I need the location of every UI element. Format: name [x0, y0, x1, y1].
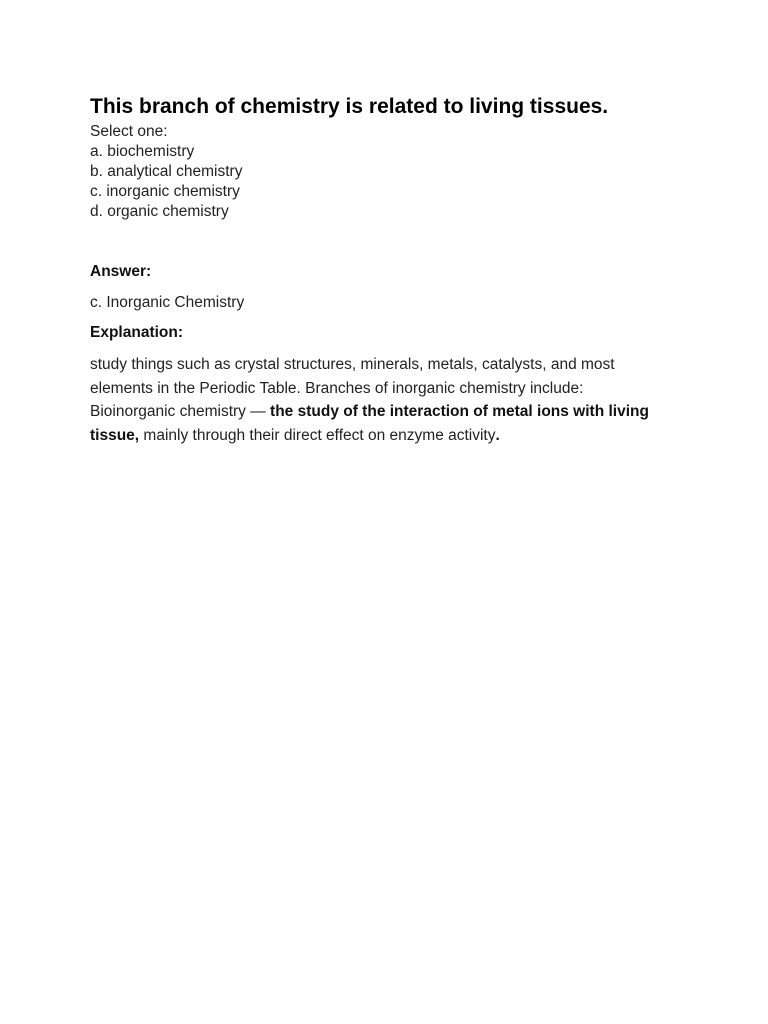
option-a: a. biochemistry [90, 143, 195, 160]
options-list [90, 142, 690, 222]
explanation-label: Explanation: [90, 324, 184, 341]
option-d: d. organic chemistry [90, 203, 229, 220]
answer-label: Answer: [90, 263, 152, 280]
select-one-label: Select one: [90, 123, 168, 140]
option-b: b. analytical chemistry [90, 163, 243, 180]
document-page [90, 92, 690, 447]
option-c: c. inorganic chemistry [90, 183, 240, 200]
explanation-bold-1: the study of the interaction of metal ions with living tissue, [90, 403, 649, 444]
question-title: This branch of chemistry is related to living tissues. [90, 95, 609, 118]
explanation-bold-2: . [495, 426, 500, 444]
answer-value: c. Inorganic Chemistry [90, 294, 245, 311]
explanation-text [90, 353, 670, 447]
explanation-text-1: study things such as crystal structures, minerals, metals, catalysts, and most elements in the Periodic Table. Branches of inorganic chemistry include: Bioinorganic chemistry — [90, 356, 615, 420]
explanation-text-2: mainly through their direct effect on enzyme activity [139, 426, 496, 444]
